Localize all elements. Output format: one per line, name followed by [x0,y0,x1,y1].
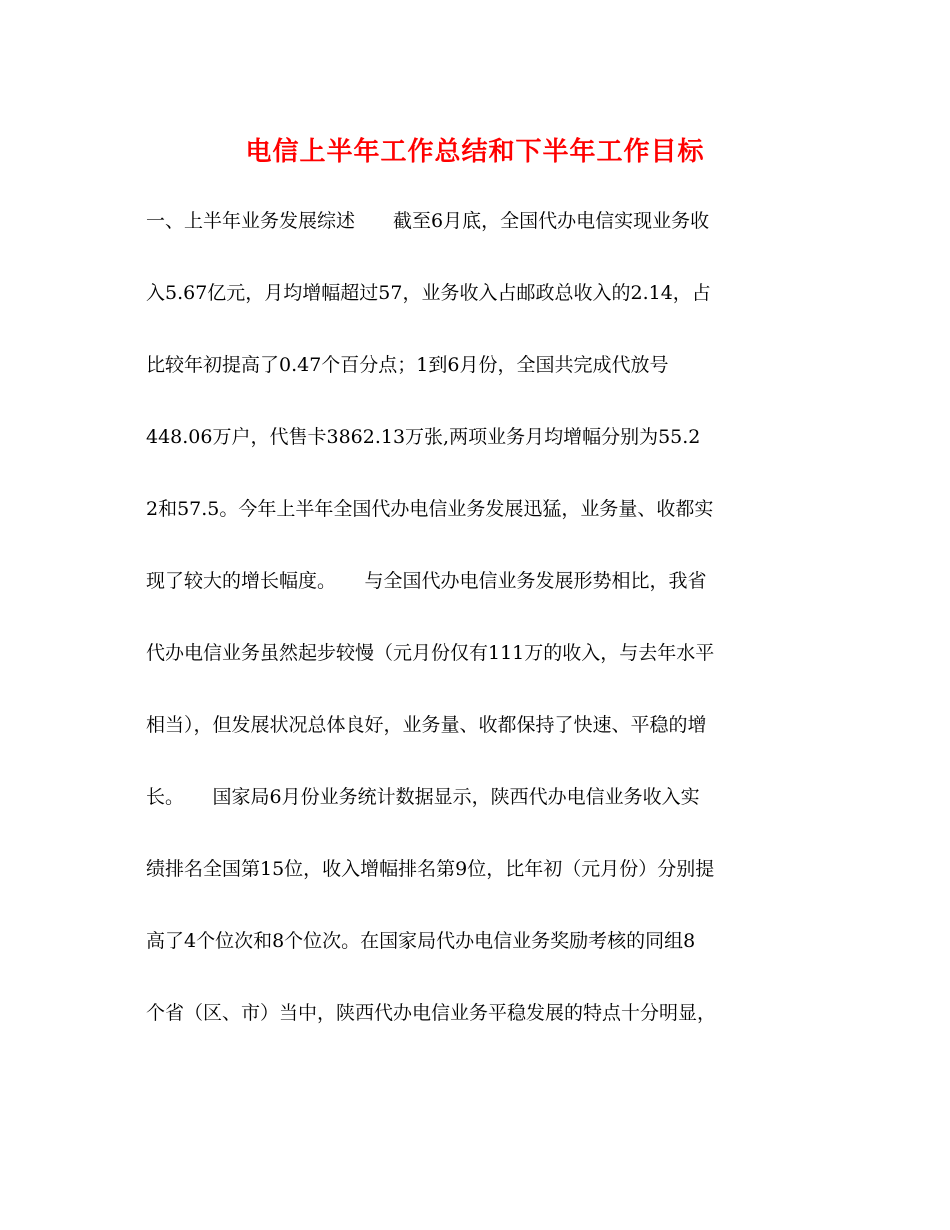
body-line: 个省（区、市）当中，陕西代办电信业务平稳发展的特点十分明显， [146,1002,717,1024]
body-line: 比较年初提高了0.47个百分点；1到6月份，全国共完成代放号 [146,354,669,376]
document-title: 电信上半年工作总结和下半年工作目标 [245,137,705,167]
body-line: 绩排名全国第15位，收入增幅排名第9位，比年初（元月份）分别提 [146,858,715,880]
body-line: 现了较大的增长幅度。 与全国代办电信业务发展形势相比，我省 [146,570,707,592]
body-line: 入5.67亿元，月均增幅超过57，业务收入占邮政总收入的2.14，占 [146,282,711,304]
body-line: 448.06万户，代售卡3862.13万张,两项业务月均增幅分别为55.2 [146,426,701,448]
body-line: 代办电信业务虽然起步较慢（元月份仅有111万的收入，与去年水平 [146,642,715,664]
body-line: 相当），但发展状况总体良好，业务量、收都保持了快速、平稳的增 [146,714,707,736]
body-line: 长。 国家局6月份业务统计数据显示，陕西代办电信业务收入实 [146,786,700,808]
body-line: 一、上半年业务发展综述 截至6月底，全国代办电信实现业务收 [146,210,710,232]
body-line: 2和57.5。今年上半年全国代办电信业务发展迅猛，业务量、收都实 [146,498,714,520]
body-line: 高了4个位次和8个位次。在国家局代办电信业务奖励考核的同组8 [146,930,696,952]
